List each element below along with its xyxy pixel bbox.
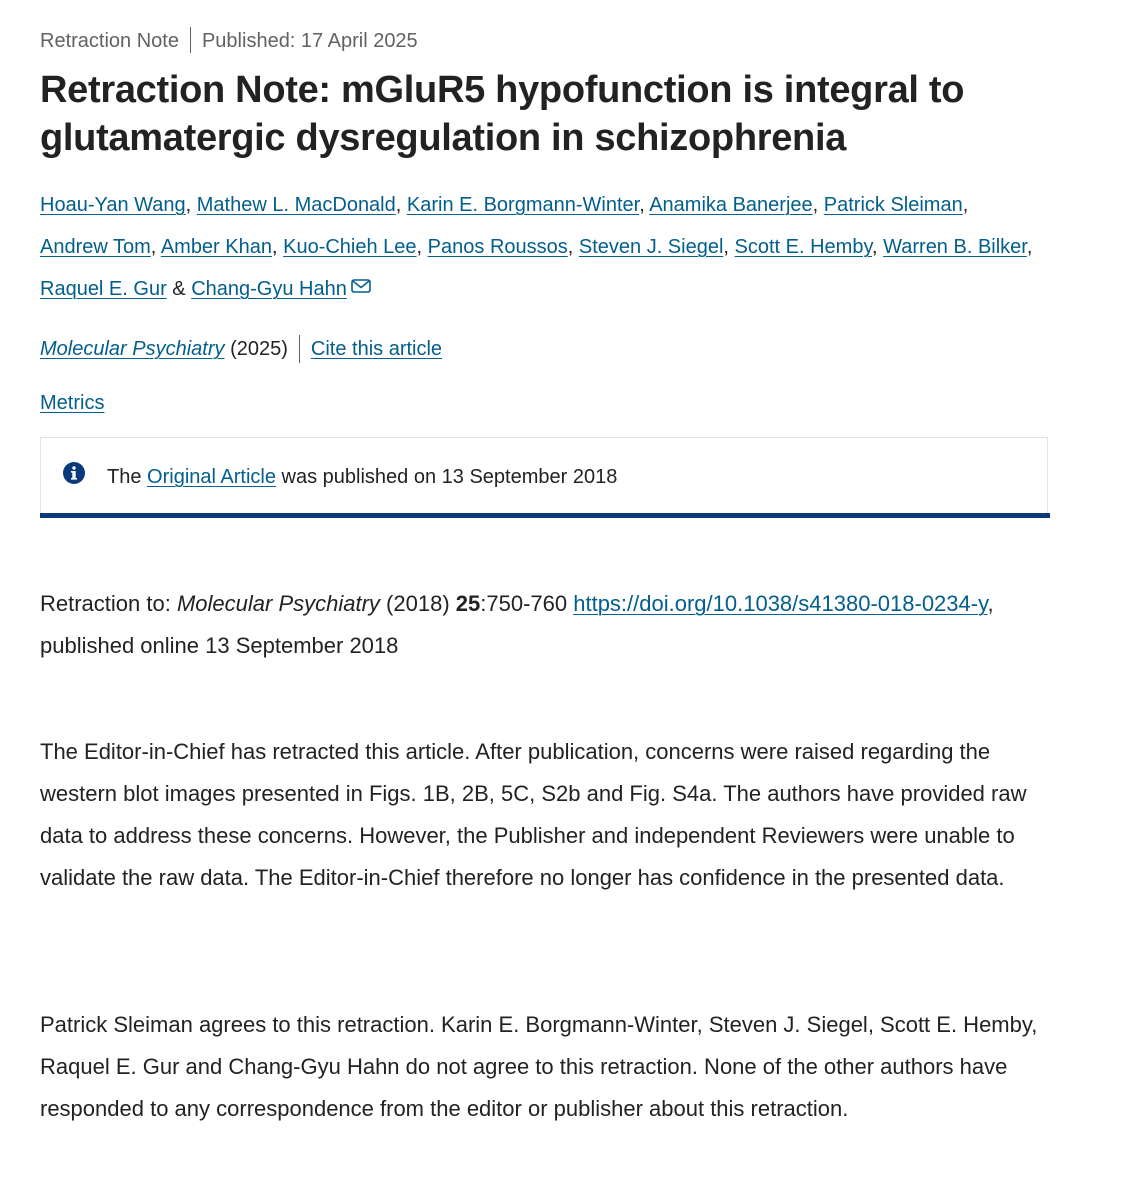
author-link[interactable]: Anamika Banerjee: [649, 194, 813, 216]
journal-divider: [299, 335, 300, 363]
published-date: Published: 17 April 2025: [201, 30, 418, 52]
article-title: Retraction Note: mGluR5 hypofunction is integral to glutamatergic dysregulation in schizophrenia: [40, 69, 965, 159]
cite-article-link[interactable]: Cite this article: [310, 338, 443, 360]
author-link[interactable]: Scott E. Hemby: [734, 236, 872, 258]
author-link[interactable]: Amber Khan: [160, 236, 272, 258]
author-link-corresponding[interactable]: Chang-Gyu Hahn: [191, 278, 347, 300]
author-link[interactable]: Raquel E. Gur: [40, 278, 167, 300]
author-list: Hoau-Yan Wang, Mathew L. MacDonald, Karin E. Borgmann-Winter, Anamika Banerjee, Patrick Sleiman, Andrew Tom, Amber Khan, Kuo-Chieh Lee, Panos Roussos, Steven J. Siegel, Scott E. Hemby, Warren B. Bilker, Raquel E. Gur & Chang-Gyu Hahn: [40, 194, 1033, 300]
notice-suffix: was published on 13 September 2018: [281, 466, 618, 488]
doi-link[interactable]: https://doi.org/10.1038/s41380-018-0234-y: [573, 591, 988, 616]
mail-icon[interactable]: [351, 279, 371, 293]
journal-year: (2025): [230, 338, 288, 360]
author-link[interactable]: Kuo-Chieh Lee: [283, 236, 417, 258]
metrics-section: [40, 388, 104, 418]
metrics-link[interactable]: Metrics: [40, 392, 105, 414]
retraction-pages: :750-760: [480, 591, 568, 616]
author-link[interactable]: Steven J. Siegel: [578, 236, 724, 258]
author-link[interactable]: Andrew Tom: [40, 236, 151, 258]
author-conjunction: &: [172, 278, 186, 300]
notice-accent-bar: [40, 513, 1050, 518]
retraction-year: (2018): [386, 591, 450, 616]
retraction-journal: Molecular Psychiatry: [176, 591, 380, 616]
meta-divider: [190, 27, 191, 53]
journal-line: [40, 334, 442, 364]
retraction-volume: 25: [455, 591, 481, 616]
body-paragraph-editor: The Editor-in-Chief has retracted this article. After publication, concerns were raised regarding the western blot images presented in Figs. 1B, 2B, 5C, S2b and Fig. S4a. The authors have provided raw data to address these concerns. However, the Publisher and independent Reviewers were unable to validate the raw data. The Editor-in-Chief therefore no longer has confidence in the presented data.: [40, 739, 1027, 890]
retraction-to-paragraph: [40, 583, 1050, 667]
original-article-link[interactable]: Original Article: [147, 466, 276, 488]
body-paragraph-authors: Patrick Sleiman agrees to this retraction. Karin E. Borgmann-Winter, Steven J. Siegel, Scott E. Hemby, Raquel E. Gur and Chang-Gyu Hahn do not agree to this retraction. None of the other authors have responded to any correspondence from the editor or publisher about this retraction.: [40, 1012, 1038, 1121]
info-icon: [63, 462, 85, 484]
article-meta: [40, 28, 418, 55]
retraction-published-online: , published online 13 September 2018: [40, 591, 994, 658]
author-link[interactable]: Panos Roussos: [427, 236, 568, 258]
notice-text: [107, 462, 617, 492]
author-link[interactable]: Hoau-Yan Wang: [40, 194, 186, 216]
article-type: Retraction Note: [40, 30, 179, 52]
author-link[interactable]: Patrick Sleiman: [823, 194, 963, 216]
original-article-notice: [40, 437, 1048, 513]
author-link[interactable]: Warren B. Bilker: [883, 236, 1027, 258]
journal-link[interactable]: Molecular Psychiatry: [40, 338, 225, 360]
author-link[interactable]: Karin E. Borgmann-Winter: [406, 194, 640, 216]
author-link[interactable]: Mathew L. MacDonald: [196, 194, 396, 216]
notice-prefix: The: [107, 466, 142, 488]
retraction-to-label: Retraction to:: [40, 591, 171, 616]
